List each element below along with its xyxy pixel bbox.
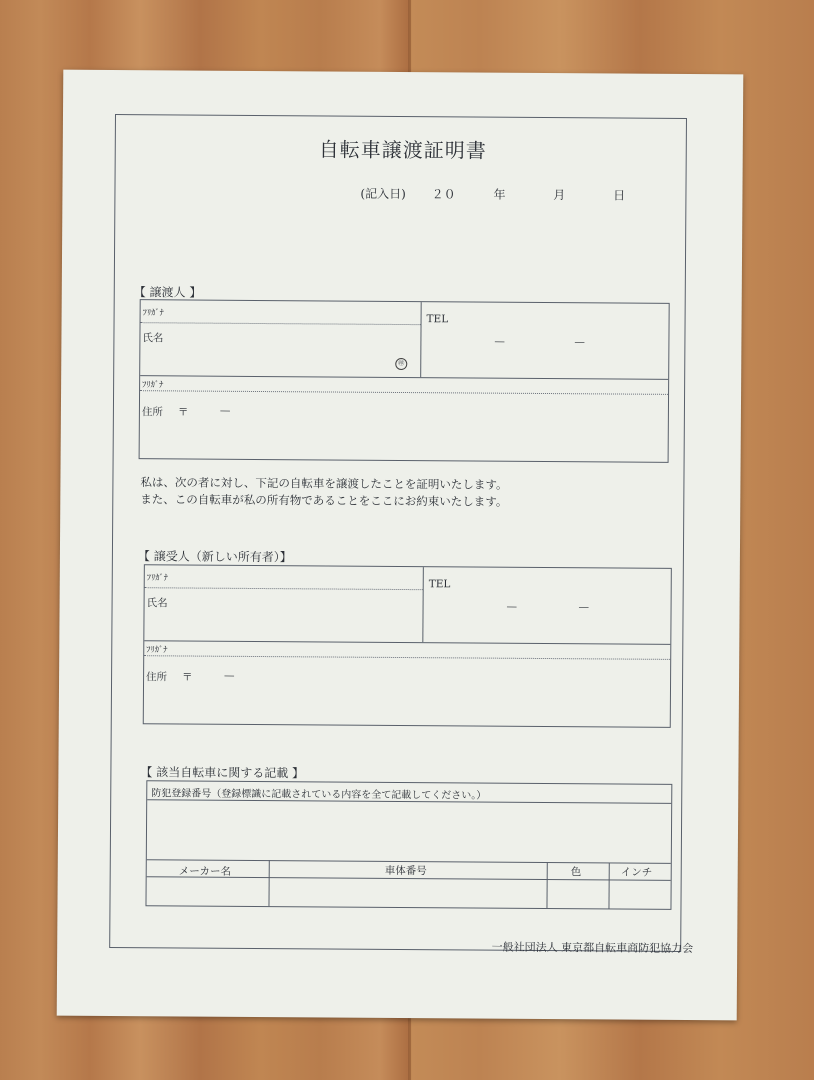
- statement-text: [140, 474, 507, 511]
- issuer-footer: 一般社団法人 東京都自転車商防犯協力会: [491, 940, 694, 956]
- bicycle-section-title: 【 該当自転車に関する記載 】: [140, 765, 305, 781]
- seal-icon: ㊞: [395, 358, 407, 370]
- date-year-prefix: ２０: [431, 187, 456, 202]
- color-column-header: 色: [570, 866, 582, 879]
- frame-number-column-header: 車体番号: [384, 864, 427, 878]
- transferor-tel-dash-1: —: [494, 335, 505, 348]
- transferee-tel-dash-2: —: [578, 601, 590, 614]
- transferee-tel-label: TEL: [428, 578, 451, 591]
- transferor-postal-dash: —: [219, 404, 231, 417]
- transferor-table: [139, 299, 670, 463]
- transferee-furigana-label: ﾌﾘｶﾞﾅ: [146, 573, 169, 584]
- registration-number-label: 防犯登録番号（登録標識に記載されている内容を全て記載してください。）: [151, 788, 487, 802]
- transferor-section-title: 【 譲渡人 】: [133, 285, 202, 300]
- transferor-address-label: 住所: [141, 406, 163, 419]
- certificate-sheet: [57, 70, 744, 1021]
- transferor-name-label: 氏名: [142, 332, 164, 345]
- transferee-address-furigana-line: [144, 655, 670, 660]
- date-day-unit: 日: [613, 188, 626, 203]
- transferee-row-divider: [144, 640, 670, 645]
- transferor-row-divider: [140, 375, 668, 380]
- transferor-tel-label: TEL: [426, 313, 449, 326]
- bicycle-col-divider-2: [546, 862, 547, 908]
- statement-line-1: 私は、次の者に対し、下記の自転車を譲渡したことを証明いたします。: [140, 475, 508, 492]
- transferor-name-tel-divider: [420, 302, 422, 377]
- transferor-furigana-line: [141, 322, 421, 325]
- bicycle-table: [145, 780, 672, 910]
- transferee-name-tel-divider: [422, 567, 424, 642]
- transferee-table: [143, 564, 672, 728]
- statement-line-2: また、この自転車が私の所有物であることをここにお約束いたします。: [140, 492, 508, 509]
- transferee-tel-dash-1: —: [506, 600, 518, 613]
- transferor-address-furigana-line: [140, 390, 668, 395]
- transferor-furigana-label: ﾌﾘｶﾞﾅ: [142, 308, 164, 319]
- transferee-address-label: 住所: [146, 671, 168, 684]
- transferee-postal-dash: —: [224, 669, 235, 682]
- transferor-postal-mark: 〒: [177, 406, 189, 419]
- bicycle-col-divider-3: [608, 862, 609, 908]
- transferor-tel-dash-2: —: [574, 336, 585, 349]
- inch-column-header: インチ: [620, 866, 653, 879]
- date-month-unit: 月: [553, 188, 566, 203]
- transferee-furigana-line: [145, 587, 423, 590]
- document-title: 自転車譲渡証明書: [318, 137, 487, 163]
- bicycle-col-divider-1: [268, 860, 269, 906]
- transferee-address-furigana-label: ﾌﾘｶﾞﾅ: [146, 645, 168, 656]
- date-year-unit: 年: [493, 187, 506, 202]
- transferee-postal-mark: 〒: [182, 671, 193, 684]
- transferee-name-label: 氏名: [146, 597, 168, 610]
- entry-date-row: [360, 185, 647, 204]
- transferor-address-furigana-label: ﾌﾘｶﾞﾅ: [142, 380, 164, 391]
- transferee-section-title: 【 譲受人（新しい所有者）】: [137, 549, 292, 565]
- maker-column-header: メーカー名: [178, 865, 232, 878]
- date-label: (記入日): [360, 186, 406, 202]
